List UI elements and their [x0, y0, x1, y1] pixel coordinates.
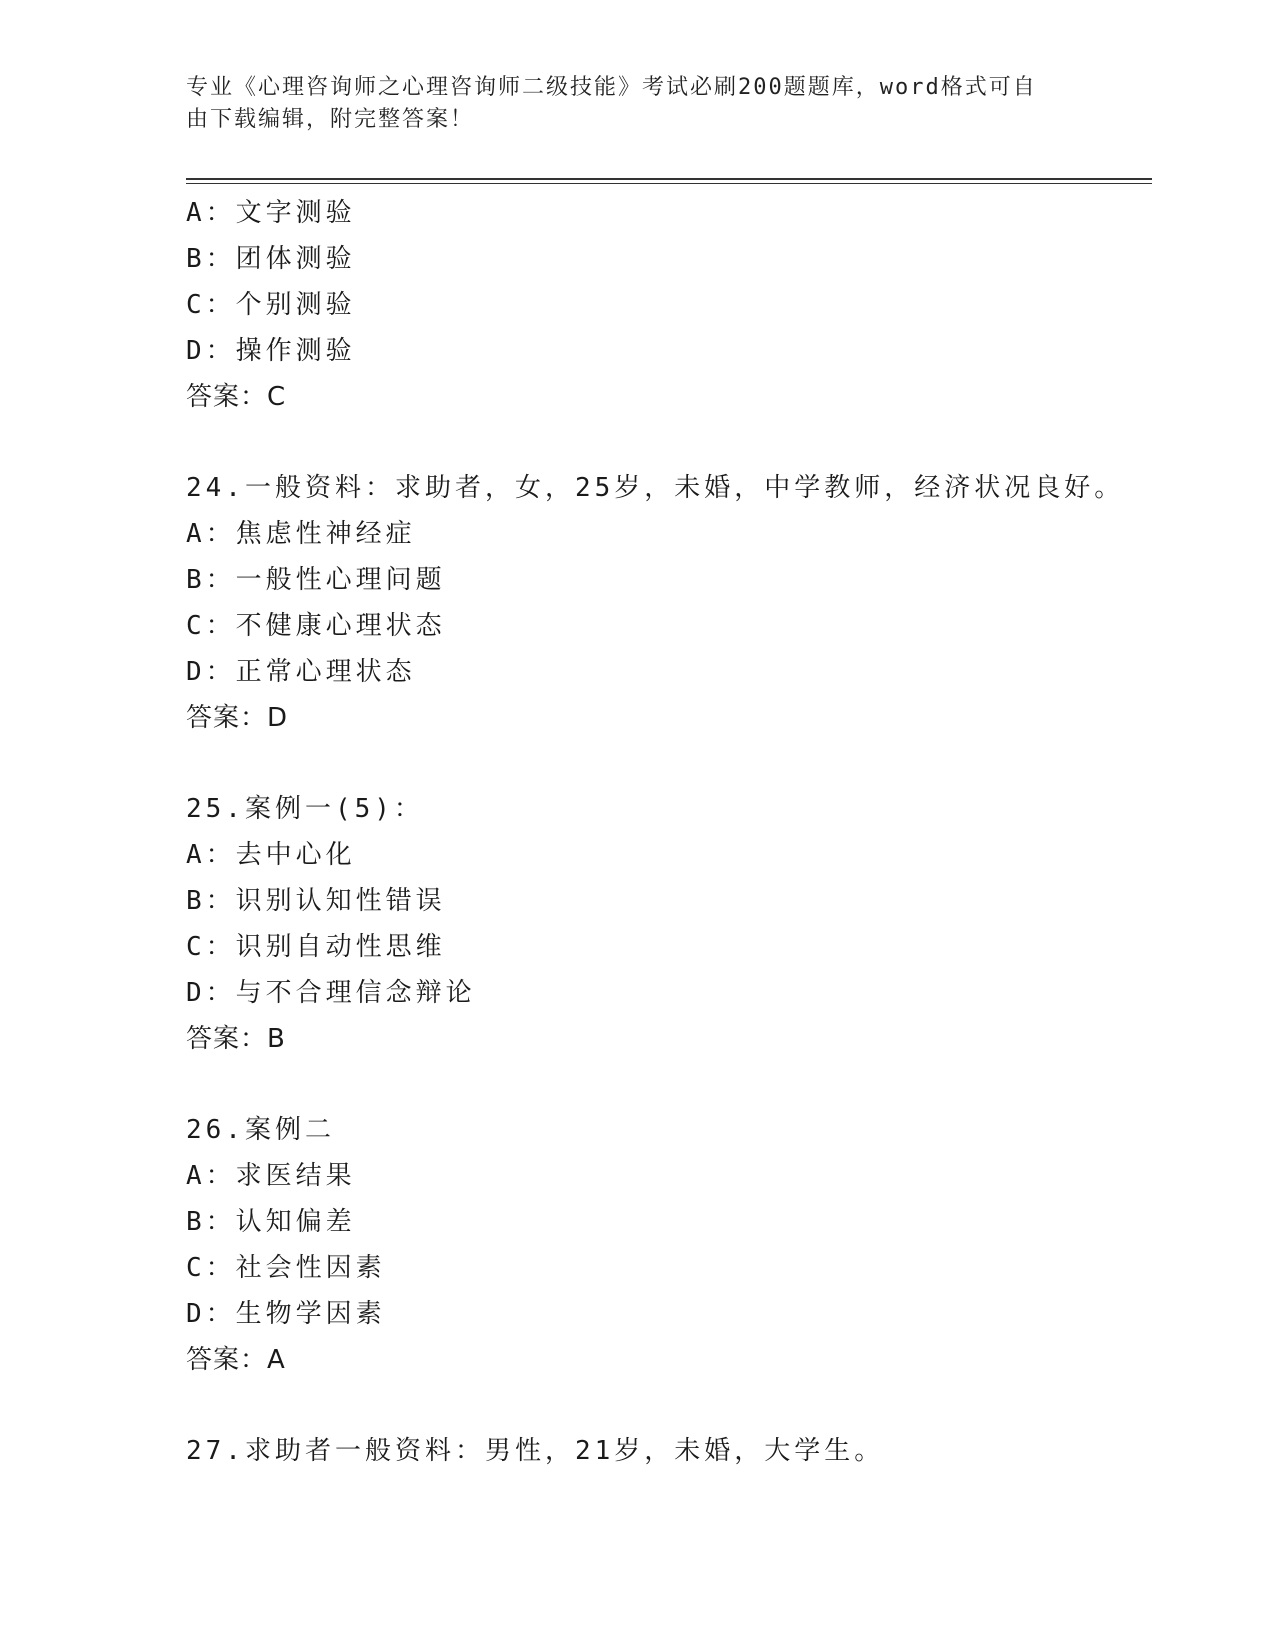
option-d: D：与不合理信念辩论	[186, 978, 476, 1008]
option-c: C：识别自动性思维	[186, 932, 446, 962]
question-block	[186, 1107, 1146, 1383]
option-c: C：不健康心理状态	[186, 611, 446, 641]
question-stem: 27.求助者一般资料：男性，21岁，未婚，大学生。	[186, 1436, 885, 1466]
option-d: D：正常心理状态	[186, 657, 416, 687]
option-b: B：认知偏差	[186, 1207, 356, 1237]
question-list	[186, 190, 1146, 1474]
answer: 答案：A	[186, 1345, 286, 1375]
question-stem: 25.案例一(5)：	[186, 794, 424, 824]
option-d: D：生物学因素	[186, 1299, 386, 1329]
question-block	[186, 190, 1146, 420]
question-block	[186, 465, 1146, 741]
question-stem: 26.案例二	[186, 1115, 335, 1145]
document-header	[186, 72, 1066, 136]
option-a: A：焦虑性神经症	[186, 519, 416, 549]
question-stem: 24.一般资料：求助者，女，25岁，未婚，中学教师，经济状况良好。	[186, 473, 1125, 503]
option-d: D：操作测验	[186, 336, 356, 366]
option-b: B：一般性心理问题	[186, 565, 446, 595]
option-c: C：社会性因素	[186, 1253, 386, 1283]
option-a: A：文字测验	[186, 198, 356, 228]
option-a: A：求医结果	[186, 1161, 356, 1191]
header-line-1: 专业《心理咨询师之心理咨询师二级技能》考试必刷200题题库，word格式可自	[186, 75, 1037, 100]
question-block	[186, 1428, 1146, 1474]
option-a: A：去中心化	[186, 840, 356, 870]
header-divider	[186, 178, 1152, 180]
answer: 答案：B	[186, 1024, 286, 1054]
header-line-2: 由下载编辑，附完整答案！	[186, 107, 475, 132]
header-divider-thin	[186, 183, 1152, 184]
option-b: B：团体测验	[186, 244, 356, 274]
question-block	[186, 786, 1146, 1062]
option-c: C：个别测验	[186, 290, 356, 320]
answer: 答案：C	[186, 382, 287, 412]
option-b: B：识别认知性错误	[186, 886, 446, 916]
answer: 答案：D	[186, 703, 289, 733]
